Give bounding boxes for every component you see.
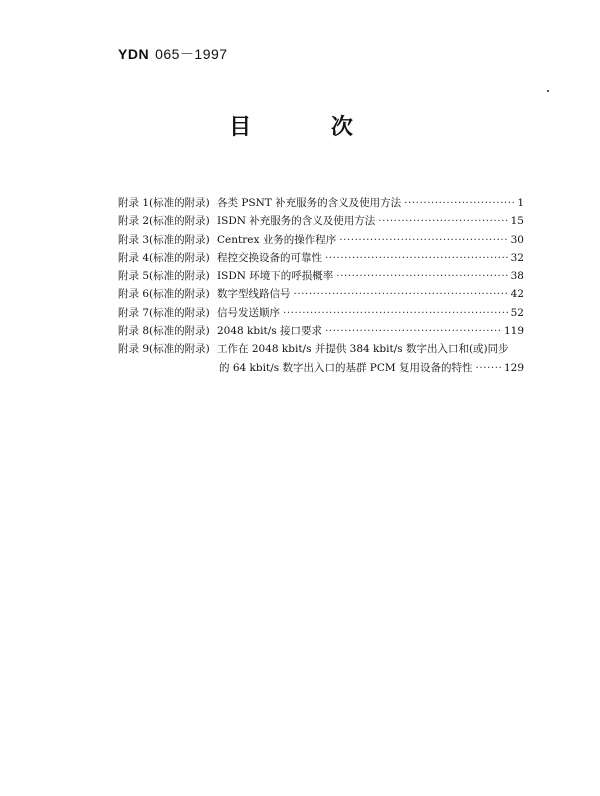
standard-code bbox=[118, 44, 228, 64]
toc-page-number: 52 bbox=[510, 306, 524, 319]
toc-entry-8[interactable] bbox=[118, 323, 524, 341]
dot-leader bbox=[336, 270, 507, 282]
toc-page-number: 1 bbox=[517, 197, 524, 209]
toc-title: 数字型线路信号 bbox=[217, 288, 291, 301]
toc-page-number: 32 bbox=[510, 251, 524, 264]
toc-title: 信号发送顺序 bbox=[217, 306, 280, 319]
toc-label: 附录 7(标准的附录) bbox=[118, 306, 210, 319]
toc-page-number: 42 bbox=[510, 288, 524, 301]
toc-label: 附录 3(标准的附录) bbox=[118, 233, 210, 246]
dot-leader bbox=[476, 362, 501, 374]
toc-entry-5[interactable] bbox=[118, 268, 524, 286]
toc-label: 附录 2(标准的附录) bbox=[118, 215, 210, 228]
toc-label: 附录 4(标准的附录) bbox=[118, 251, 210, 264]
toc-label: 附录 5(标准的附录) bbox=[118, 270, 210, 283]
toc-title: ISDN 补充服务的含义及使用方法 bbox=[217, 215, 376, 228]
toc-title: Centrex 业务的操作程序 bbox=[217, 233, 337, 246]
toc-page-number: 129 bbox=[503, 361, 524, 374]
toc-label: 附录 1(标准的附录) bbox=[118, 197, 210, 209]
toc-label: 附录 9(标准的附录) bbox=[118, 343, 210, 356]
dot-leader bbox=[294, 288, 508, 300]
toc-title: 程控交换设备的可靠性 bbox=[217, 251, 322, 264]
dot-leader bbox=[404, 197, 514, 209]
toc-entry-1[interactable] bbox=[118, 195, 524, 213]
toc-entry-9[interactable] bbox=[118, 341, 524, 359]
toc-title: 工作在 2048 kbit/s 并提供 384 kbit/s 数字出入口和(或)同步 bbox=[217, 343, 509, 356]
toc-label: 附录 8(标准的附录) bbox=[118, 325, 210, 338]
toc-label: 附录 6(标准的附录) bbox=[118, 288, 210, 301]
dot-leader bbox=[283, 307, 508, 319]
toc-page-number: 30 bbox=[510, 233, 524, 246]
toc-entry-7[interactable] bbox=[118, 305, 524, 323]
page-title: 目 次 bbox=[229, 114, 389, 140]
toc-title-continued: 的 64 kbit/s 数字出入口的基群 PCM 复用设备的特性 bbox=[219, 361, 473, 374]
toc-title: 2048 kbit/s 接口要求 bbox=[217, 325, 322, 338]
toc-entry-9-continued[interactable] bbox=[118, 360, 524, 378]
standard-prefix: YDN bbox=[118, 46, 150, 62]
standard-number: 065－1997 bbox=[155, 46, 228, 62]
toc-entry-6[interactable] bbox=[118, 286, 524, 304]
toc-entry-4[interactable] bbox=[118, 250, 524, 268]
table-of-contents bbox=[118, 195, 524, 378]
dot-leader bbox=[325, 325, 501, 337]
scan-speck bbox=[547, 90, 549, 92]
toc-page-number: 119 bbox=[503, 325, 524, 338]
toc-entry-3[interactable] bbox=[118, 232, 524, 250]
dot-leader bbox=[339, 234, 507, 246]
toc-page-number: 15 bbox=[510, 215, 524, 228]
dot-leader bbox=[325, 252, 508, 264]
dot-leader bbox=[378, 215, 507, 227]
toc-entry-2[interactable] bbox=[118, 213, 524, 231]
toc-page-number: 38 bbox=[510, 270, 524, 283]
toc-title: 各类 PSNT 补充服务的含义及使用方法 bbox=[217, 197, 402, 209]
toc-title: ISDN 环境下的呼损概率 bbox=[217, 270, 334, 283]
